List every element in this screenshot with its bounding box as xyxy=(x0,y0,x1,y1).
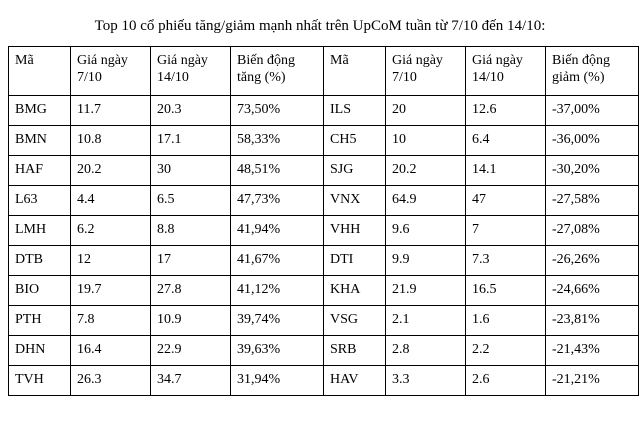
cell-gain-code: PTH xyxy=(9,306,71,336)
cell-loss-price-end: 6.4 xyxy=(466,126,546,156)
cell-gain-change: 48,51% xyxy=(231,156,324,186)
cell-gain-price-end: 17.1 xyxy=(151,126,231,156)
table-row xyxy=(9,246,639,276)
cell-loss-code: HAV xyxy=(324,366,386,396)
cell-loss-price-end: 47 xyxy=(466,186,546,216)
cell-gain-price-start: 7.8 xyxy=(71,306,151,336)
cell-gain-code: BMN xyxy=(9,126,71,156)
table-row xyxy=(9,276,639,306)
cell-gain-price-end: 17 xyxy=(151,246,231,276)
cell-gain-price-start: 20.2 xyxy=(71,156,151,186)
cell-loss-code: CH5 xyxy=(324,126,386,156)
cell-loss-code: VSG xyxy=(324,306,386,336)
cell-loss-price-end: 12.6 xyxy=(466,96,546,126)
table-row xyxy=(9,336,639,366)
cell-gain-change: 47,73% xyxy=(231,186,324,216)
column-header-gain-code: Mã xyxy=(9,47,71,96)
cell-gain-code: BIO xyxy=(9,276,71,306)
cell-gain-change: 41,12% xyxy=(231,276,324,306)
cell-gain-price-end: 20.3 xyxy=(151,96,231,126)
cell-loss-price-end: 7.3 xyxy=(466,246,546,276)
cell-loss-price-start: 20 xyxy=(386,96,466,126)
page-title: Top 10 cổ phiếu tăng/giảm mạnh nhất trên UpCoM tuần từ 7/10 đến 14/10: xyxy=(94,18,546,34)
cell-gain-code: BMG xyxy=(9,96,71,126)
cell-loss-price-start: 21.9 xyxy=(386,276,466,306)
cell-gain-price-end: 30 xyxy=(151,156,231,186)
cell-loss-code: VHH xyxy=(324,216,386,246)
cell-gain-price-end: 8.8 xyxy=(151,216,231,246)
cell-gain-price-start: 11.7 xyxy=(71,96,151,126)
column-header-gain-change: Biến động tăng (%) xyxy=(231,47,324,96)
cell-gain-code: DTB xyxy=(9,246,71,276)
column-header-loss-price-end: Giá ngày 14/10 xyxy=(466,47,546,96)
cell-loss-change: -23,81% xyxy=(546,306,639,336)
cell-gain-code: LMH xyxy=(9,216,71,246)
column-header-gain-price-start: Giá ngày 7/10 xyxy=(71,47,151,96)
cell-gain-change: 58,33% xyxy=(231,126,324,156)
cell-loss-price-end: 2.6 xyxy=(466,366,546,396)
table-row xyxy=(9,156,639,186)
cell-loss-price-start: 9.6 xyxy=(386,216,466,246)
cell-gain-price-end: 34.7 xyxy=(151,366,231,396)
cell-loss-price-end: 7 xyxy=(466,216,546,246)
cell-loss-change: -27,08% xyxy=(546,216,639,246)
cell-gain-code: DHN xyxy=(9,336,71,366)
table-body xyxy=(9,96,639,396)
cell-gain-change: 41,94% xyxy=(231,216,324,246)
table-row xyxy=(9,126,639,156)
cell-loss-price-start: 2.8 xyxy=(386,336,466,366)
cell-loss-price-start: 3.3 xyxy=(386,366,466,396)
cell-gain-price-end: 22.9 xyxy=(151,336,231,366)
cell-loss-code: SRB xyxy=(324,336,386,366)
cell-gain-price-end: 27.8 xyxy=(151,276,231,306)
cell-gain-change: 73,50% xyxy=(231,96,324,126)
cell-gain-price-start: 26.3 xyxy=(71,366,151,396)
cell-loss-change: -37,00% xyxy=(546,96,639,126)
stock-movers-table xyxy=(8,46,639,396)
cell-gain-code: TVH xyxy=(9,366,71,396)
cell-loss-change: -30,20% xyxy=(546,156,639,186)
column-header-loss-change: Biến động giảm (%) xyxy=(546,47,639,96)
table-row xyxy=(9,186,639,216)
cell-loss-price-start: 64.9 xyxy=(386,186,466,216)
table-row xyxy=(9,216,639,246)
cell-loss-change: -21,43% xyxy=(546,336,639,366)
cell-gain-price-start: 16.4 xyxy=(71,336,151,366)
cell-gain-price-end: 6.5 xyxy=(151,186,231,216)
cell-loss-change: -27,58% xyxy=(546,186,639,216)
cell-loss-price-end: 2.2 xyxy=(466,336,546,366)
cell-loss-price-start: 2.1 xyxy=(386,306,466,336)
cell-gain-code: L63 xyxy=(9,186,71,216)
cell-loss-change: -36,00% xyxy=(546,126,639,156)
table-header-row xyxy=(9,47,639,96)
cell-loss-price-end: 14.1 xyxy=(466,156,546,186)
cell-gain-price-start: 12 xyxy=(71,246,151,276)
table-row xyxy=(9,366,639,396)
column-header-loss-code: Mã xyxy=(324,47,386,96)
cell-loss-price-end: 16.5 xyxy=(466,276,546,306)
column-header-gain-price-end: Giá ngày 14/10 xyxy=(151,47,231,96)
cell-loss-change: -24,66% xyxy=(546,276,639,306)
table-row xyxy=(9,96,639,126)
cell-gain-price-start: 19.7 xyxy=(71,276,151,306)
cell-gain-price-start: 6.2 xyxy=(71,216,151,246)
cell-gain-code: HAF xyxy=(9,156,71,186)
cell-gain-change: 41,67% xyxy=(231,246,324,276)
cell-gain-change: 31,94% xyxy=(231,366,324,396)
cell-loss-code: DTI xyxy=(324,246,386,276)
cell-gain-price-start: 10.8 xyxy=(71,126,151,156)
cell-loss-change: -21,21% xyxy=(546,366,639,396)
cell-loss-code: SJG xyxy=(324,156,386,186)
cell-loss-price-start: 10 xyxy=(386,126,466,156)
cell-loss-code: ILS xyxy=(324,96,386,126)
table-header xyxy=(9,47,639,96)
cell-loss-code: KHA xyxy=(324,276,386,306)
cell-loss-price-start: 9.9 xyxy=(386,246,466,276)
cell-gain-price-start: 4.4 xyxy=(71,186,151,216)
cell-gain-price-end: 10.9 xyxy=(151,306,231,336)
column-header-loss-price-start: Giá ngày 7/10 xyxy=(386,47,466,96)
cell-loss-price-end: 1.6 xyxy=(466,306,546,336)
cell-gain-change: 39,63% xyxy=(231,336,324,366)
cell-gain-change: 39,74% xyxy=(231,306,324,336)
table-row xyxy=(9,306,639,336)
cell-loss-code: VNX xyxy=(324,186,386,216)
cell-loss-price-start: 20.2 xyxy=(386,156,466,186)
cell-loss-change: -26,26% xyxy=(546,246,639,276)
